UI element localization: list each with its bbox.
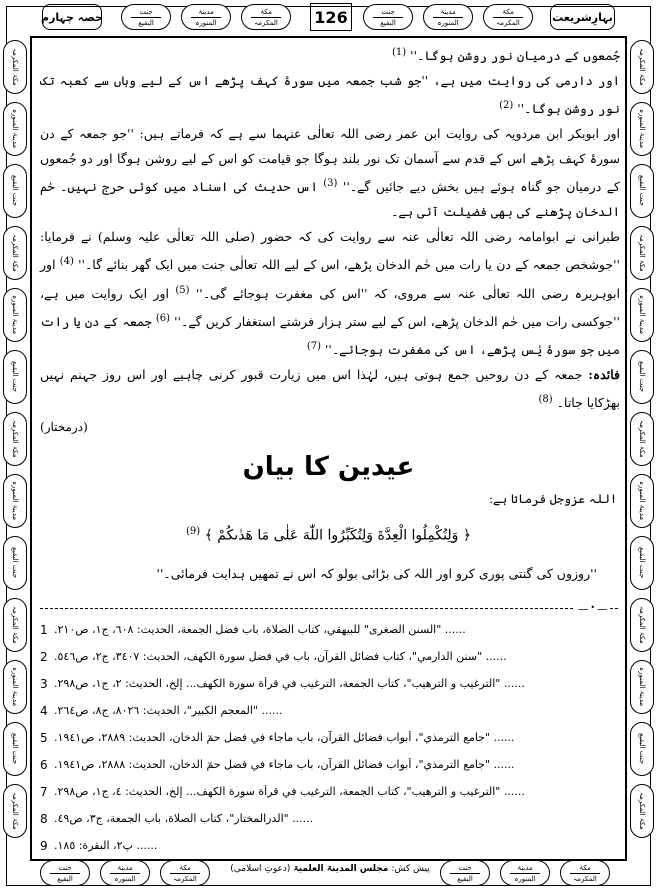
quran-verse: ﴿ وَلِتُكْمِلُوا الْعِدَّةَ وَلِتُكَبِّرُوا اللّٰهَ عَلٰى مَا هَدٰىكُمْ ﴾ $^{(9)}$	[185, 526, 472, 544]
footnote-item: 7 ...... "الترغيب و الترهيب"، كتاب الجمعة، الترغيب في قرأة سورة الكهف... إلخ، الحديث: ٤، ج١، ص٢٩٨.	[40, 784, 525, 799]
side-badge: جنت البقیع	[630, 164, 654, 218]
side-badge: جنت البقیع	[3, 350, 27, 404]
header-badge-jannat-left: جنت البقیع	[121, 4, 171, 30]
side-badge: جنت البقیع	[630, 722, 654, 776]
header-badge-makka-right: مکۃ المکرمہ	[483, 4, 533, 30]
side-badge: جنت البقیع	[3, 722, 27, 776]
footer-publisher: پیش کش: مجلس المدینۃ العلمیۃ (دعوتِ اسلامی)	[230, 864, 430, 874]
side-badge: جنت البقیع	[3, 536, 27, 590]
side-badge: جنت البقیع	[630, 350, 654, 404]
side-badge: مدینۃ المنورہ	[3, 288, 27, 342]
side-badge: مکۃ المکرمہ	[3, 784, 27, 838]
part-label: حصہ چہارم	[42, 4, 102, 30]
footnote-ref: (3)	[323, 178, 338, 190]
header-badge-makka-left: مکۃ المکرمہ	[241, 4, 291, 30]
side-badge: مدینۃ المنورہ	[630, 474, 654, 528]
side-badge: مدینۃ المنورہ	[630, 660, 654, 714]
footnote-divider: ــــ • ــــ	[40, 603, 618, 613]
side-badge: مکۃ المکرمہ	[3, 40, 27, 94]
book-title: بہارِشریعت	[550, 4, 615, 30]
footnote-ref: (8)	[538, 394, 553, 406]
footnote-item: 8 ...... "الدرالمختار"، كتاب الصلاة، باب الجمعة، ج٣، ص٤٩.	[40, 811, 314, 826]
footnote-ref: (6)	[155, 312, 170, 324]
footer-badge-makka-left: مکۃ المکرمہ	[160, 860, 210, 886]
side-badge: مکۃ المکرمہ	[3, 598, 27, 652]
footnote-ref: (4)	[59, 256, 74, 268]
main-text	[40, 40, 620, 439]
footer-badge-jannat-right: جنت البقیع	[440, 860, 490, 886]
side-badge: مکۃ المکرمہ	[630, 784, 654, 838]
page-number: 126	[310, 3, 352, 31]
side-badge: مکۃ المکرمہ	[630, 412, 654, 466]
footer-badge-makka-right: مکۃ المکرمہ	[560, 860, 610, 886]
footnote-item: 5 ...... "جامع الترمذي"، أبواب فضائل القرآن، باب ماجاء في فضل حمٓ الدخان، الحديث: ٢٨٨٩، ص١٩٤١.	[40, 730, 515, 745]
verse-translation: ''روزوں کی گنتی پوری کرو اور اللہ کی بڑائی بولو کہ اس نے تمھیں ہدایت فرمائی۔''	[156, 566, 597, 581]
allah-says: اللہ عزوجل فرماتا ہے:	[489, 492, 617, 506]
header-badge-madina-left: مدینۃ المنورہ	[181, 4, 231, 30]
header-badge-jannat-right: جنت البقیع	[363, 4, 413, 30]
footer-badge-madina-left: مدینۃ المنورہ	[100, 860, 150, 886]
footnote-ref: (5)	[175, 284, 190, 296]
side-badge: مکۃ المکرمہ	[3, 412, 27, 466]
footnote-item: 2 ...... "سنن الدارمي"، كتاب فضائل القرآن، باب في فضل سورة الكهف، الحديث: ٣٤٠٧، ج٢، ص٥٤٦.	[40, 649, 507, 664]
footnote-ref: (9)	[185, 526, 201, 537]
footnote-item: 3 ...... "الترغيب و الترهيب"، كتاب الجمعة، الترغيب في قرأة سورة الكهف... إلخ، الحديث: ٢، ج١، ص٢٩٨.	[40, 676, 525, 691]
side-badge: مدینۃ المنورہ	[3, 660, 27, 714]
paragraph: اور ابوبکر ابن مردویہ کی روایت ابن عمر رضی اللہ تعالٰی عنہما سے ہے کہ فرماتے ہیں: ''جو جمعہ کے دن سورۂ کہف پڑھے اس کے قدم سے آسمان تک نور بلند ہوگا جو قیامت کو اس کے لیے روشن ہوگا اور دو جُمعوں کے درمیان جو گناہ ہوئے ہیں بخش دیے جائیں گے۔'' $^{(3)}$ اس حدیث کی اسناد میں کوئی حرج نہیں۔ حٰم الدخان پڑھنے کی بھی فضیلت آئی ہے۔	[40, 126, 620, 220]
side-badge: مکۃ المکرمہ	[3, 226, 27, 280]
footnote-item: 4 ...... "المعجم الكبير"، الحديث: ٨٠٢٦، ج٨، ص٢٦٤.	[40, 703, 283, 718]
footnote-item: 1 ...... "السنن الصغرى" للبيهقي، كتاب الصلاة، باب فضل الجمعة، الحديث: ٦٠٨، ج١، ص٢١٠.	[40, 622, 466, 637]
side-badge: مدینۃ المنورہ	[630, 102, 654, 156]
header-badge-madina-right: مدینۃ المنورہ	[423, 4, 473, 30]
footnote-ref: (2)	[499, 100, 514, 112]
side-badge: مدینۃ المنورہ	[3, 102, 27, 156]
footer-badge-jannat-left: جنت البقیع	[40, 860, 90, 886]
footnote-ref: (7)	[306, 340, 321, 352]
section-title: عیدین کا بیان	[242, 452, 415, 482]
side-badge: مدینۃ المنورہ	[3, 474, 27, 528]
footnotes	[40, 616, 618, 859]
footnote-item: 9 ...... پ٢، البقرة: ١٨٥.	[40, 838, 158, 853]
paragraph: جُمعوں کے درمیان نور روشن ہوگا۔'' $^{(1)}$	[391, 47, 620, 64]
paragraph: اور دارمی کی روایت میں ہے، ''جو شب جمعہ میں سورۂ کہف پڑھے اس کے لیے وہاں سے کعبہ تک نور روشن ہوگا۔'' $^{(2)}$	[40, 73, 620, 117]
paragraph: طبرانی نے ابوامامہ رضی اللہ تعالٰی عنہ سے روایت کی کہ حضور (صلی اللہ تعالٰی علیہ وسلم) نے فرمایا: ''جوشخص جمعہ کے دن یا رات میں حٰم الدخان پڑھے، اس کے لیے اللہ تعالٰی جنت میں ایک گھر بنائے گا۔'' $^{(4)}$ اور ابوہریرہ رضی اللہ تعالٰی عنہ سے مروی، کہ ''اس کی مغفرت ہوجائے گی۔'' $^{(5)}$ اور ایک روایت میں ہے، ''جوکسی رات میں حٰم الدخان پڑھے، اس کے لیے ستر ہزار فرشتے استغفار کریں گے۔'' $^{(6)}$ جمعہ کے دن یا رات میں جو سورۂ یٰس پڑھے، اس کی مغفرت ہوجائے۔'' $^{(7)}$	[40, 229, 620, 358]
publisher-name: مجلس المدینۃ العلمیۃ	[293, 864, 389, 874]
faida-label: فائدہ:	[588, 367, 620, 383]
paragraph: فائدہ: جمعہ کے دن روحیں جمع ہوتی ہیں، لہٰذا اس میں زیارت قبور کرنی چاہیے اور اس روز جہنم نہیں بھڑکایا جاتا۔ $^{(8)}$	[40, 367, 620, 411]
side-badge: مکۃ المکرمہ	[630, 40, 654, 94]
side-badge: مکۃ المکرمہ	[630, 598, 654, 652]
footnote-item: 6 ...... "جامع الترمذي"، أبواب فضائل القرآن، باب ماجاء في فضل حمٓ الدخان، الحديث: ٢٨٨٨، ص١٩٤١.	[40, 757, 515, 772]
footnote-ref: (1)	[391, 47, 407, 58]
side-badge: جنت البقیع	[3, 164, 27, 218]
side-badge: جنت البقیع	[630, 536, 654, 590]
side-badge: مدینۃ المنورہ	[630, 288, 654, 342]
source-citation: (درمختار)	[40, 420, 88, 435]
side-badge: مکۃ المکرمہ	[630, 226, 654, 280]
footer-badge-madina-right: مدینۃ المنورہ	[500, 860, 550, 886]
